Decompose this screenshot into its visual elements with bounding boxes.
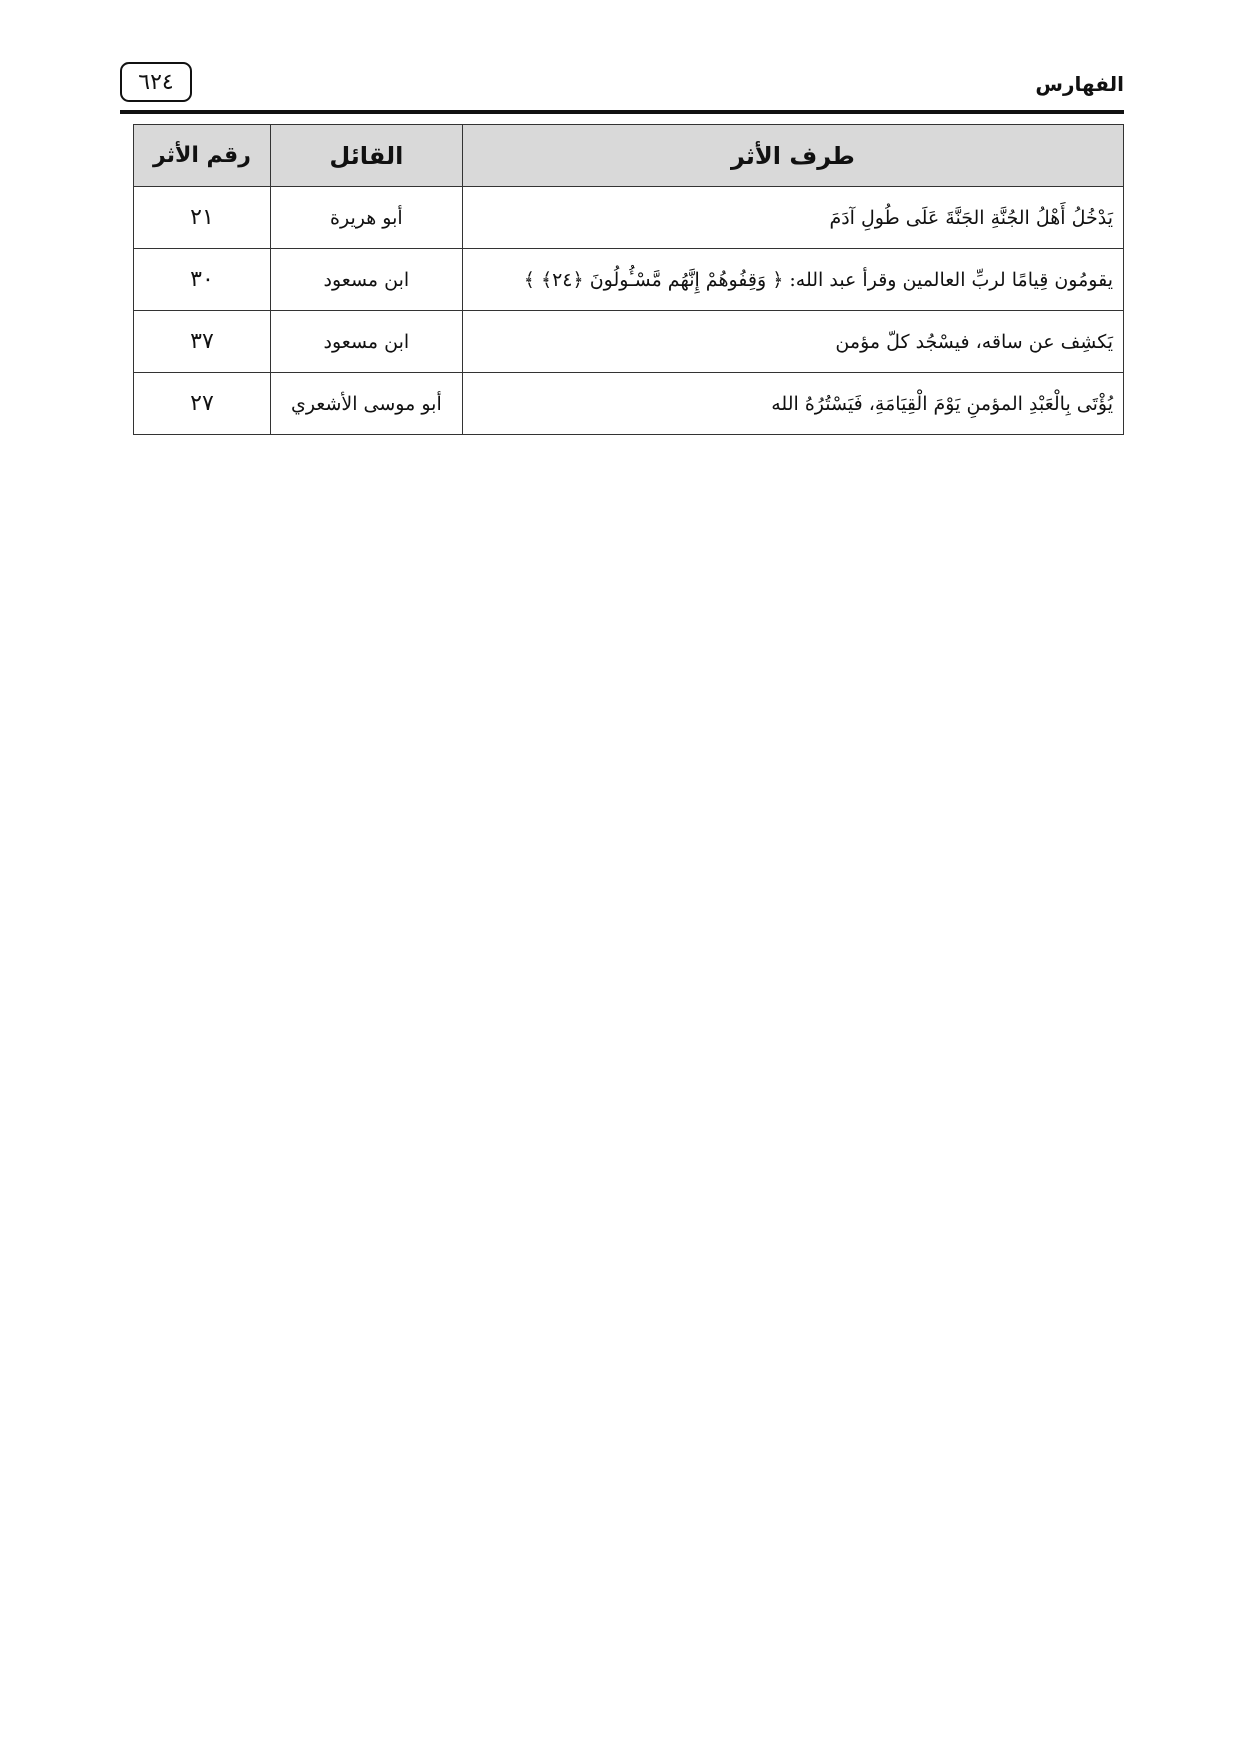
- table-row: [134, 311, 1124, 373]
- athar-index-table: [133, 124, 1124, 435]
- column-header-text: طرف الأثر: [462, 125, 1123, 187]
- athar-speaker: ابن مسعود: [270, 249, 462, 311]
- athar-text: يُؤْتَى بِالْعَبْدِ المؤمنِ يَوْمَ الْقِيَامَةِ، فَيَسْتُرُهُ الله: [462, 373, 1123, 435]
- athar-number: ٣٠: [134, 249, 271, 311]
- athar-number: ٢٧: [134, 373, 271, 435]
- athar-text: يَكشِف عن ساقه، فيسْجُد كلّ مؤمن: [462, 311, 1123, 373]
- table-header-row: [134, 125, 1124, 187]
- athar-text: يَدْخُلُ أَهْلُ الجُنَّةِ الجَنَّةَ عَلَى طُولِ آدَمَ: [462, 187, 1123, 249]
- column-header-number: رقم الأثر: [134, 125, 271, 187]
- athar-number: ٢١: [134, 187, 271, 249]
- table-row: [134, 187, 1124, 249]
- table-row: [134, 249, 1124, 311]
- section-title: الفهارس: [1035, 72, 1124, 96]
- athar-number: ٣٧: [134, 311, 271, 373]
- column-header-speaker: القائل: [270, 125, 462, 187]
- table-row: [134, 373, 1124, 435]
- page-number: ٦٢٤: [120, 62, 192, 102]
- athar-text: يقومُون قِيامًا لربِّ العالمين وقرأ عبد الله: ﴿ وَقِفُوهُمْ إِنَّهُم مَّسْـُٔولُونَ ﴿٢٤﴾ ﴾: [462, 249, 1123, 311]
- page-header: [120, 58, 1124, 110]
- athar-speaker: أبو هريرة: [270, 187, 462, 249]
- header-rule: [120, 110, 1124, 114]
- athar-speaker: ابن مسعود: [270, 311, 462, 373]
- athar-speaker: أبو موسى الأشعري: [270, 373, 462, 435]
